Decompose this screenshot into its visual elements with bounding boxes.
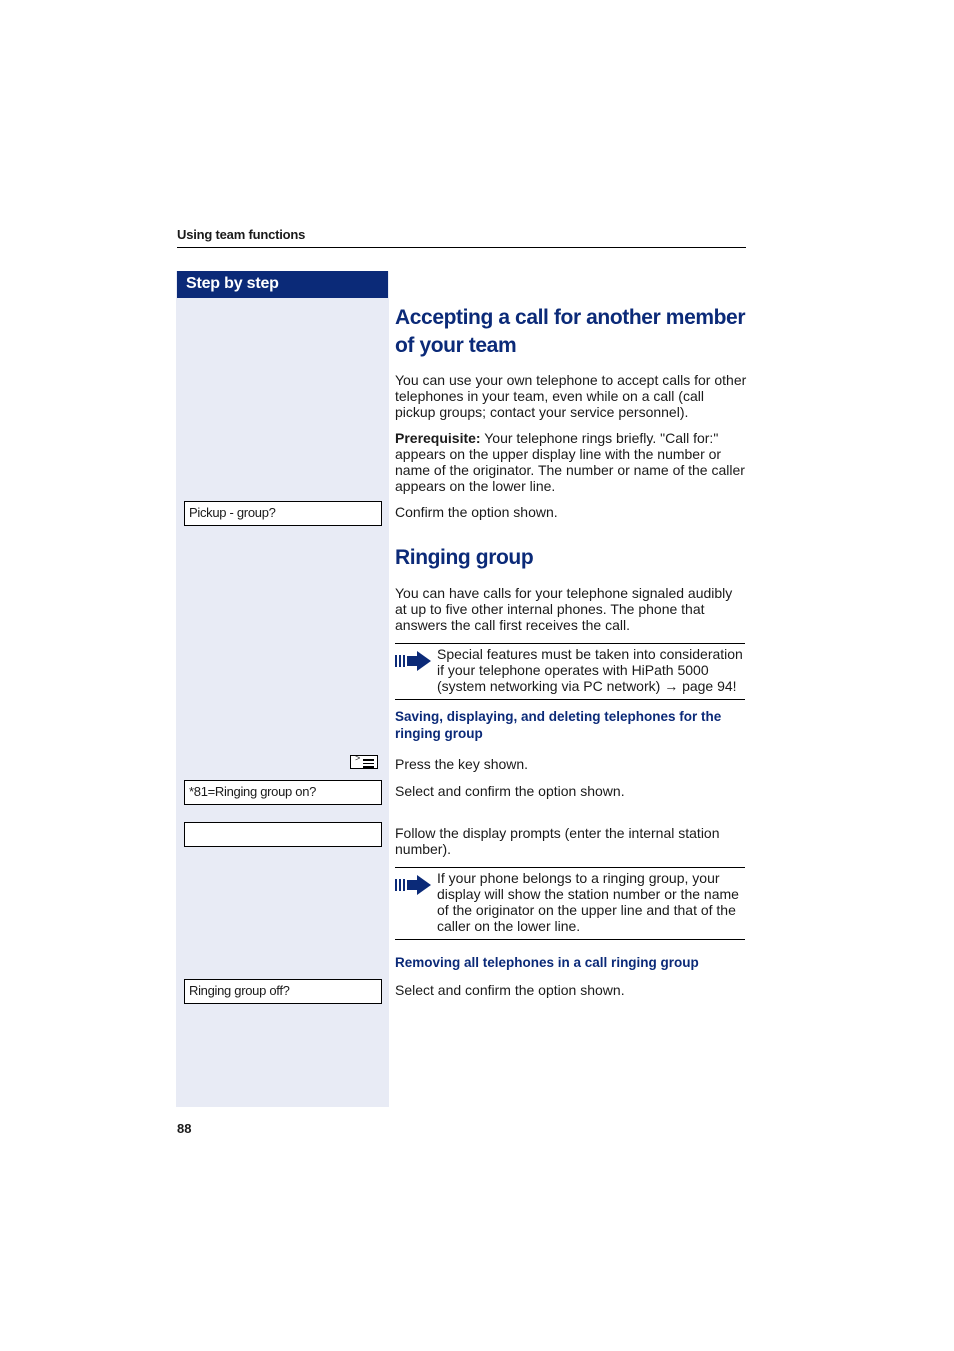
intro-paragraph: You can use your own telephone to accept calls for other telephones in your team, even while on a call (call pickup groups; contact your service personnel). bbox=[395, 372, 747, 420]
press-key-text: Press the key shown. bbox=[395, 756, 529, 772]
display-ringing-group-on: *81=Ringing group on? bbox=[184, 780, 382, 805]
note2-arrow-icon bbox=[395, 875, 431, 895]
step-by-step-label: Step by step bbox=[177, 271, 388, 298]
select-confirm-text-1: Select and confirm the option shown. bbox=[395, 783, 625, 799]
note2-rule-top bbox=[395, 867, 745, 868]
note2-rule-bottom bbox=[395, 939, 745, 940]
display-blank-prompt bbox=[184, 822, 382, 847]
program-service-key-icon: > bbox=[350, 755, 378, 769]
note-special-features-text: Special features must be taken into consideration if your telephone operates with HiPath 5000 (system networking via PC network) bbox=[437, 646, 743, 694]
note-special-features bbox=[437, 646, 747, 694]
prerequisite-text: Your telephone rings briefly. "Call for:" appears on the upper display line with the number or name of the originator. The number or name of the caller appears on the lower line. bbox=[395, 430, 745, 494]
prerequisite-label: Prerequisite: bbox=[395, 430, 481, 446]
display-ringing-group-off: Ringing group off? bbox=[184, 979, 382, 1004]
heading-ringing-group: Ringing group bbox=[395, 546, 534, 569]
prerequisite-paragraph bbox=[395, 430, 747, 494]
subheading-removing-telephones: Removing all telephones in a call ringing group bbox=[395, 955, 699, 970]
section-header: Using team functions bbox=[177, 227, 306, 242]
heading-accepting-call: Accepting a call for another member of your team bbox=[395, 306, 746, 357]
follow-prompts-text: Follow the display prompts (enter the internal station number). bbox=[395, 825, 720, 857]
header-rule bbox=[177, 247, 746, 248]
subheading-saving-telephones: Saving, displaying, and deleting telephones for the ringing group bbox=[395, 709, 722, 741]
display-pickup-group: Pickup - group? bbox=[184, 501, 382, 526]
page-number: 88 bbox=[177, 1121, 192, 1136]
note-arrow-icon bbox=[395, 651, 431, 671]
note-ringing-group-display: If your phone belongs to a ringing group, your display will show the station number or the name of the originator on the upper line and that of the caller on the lower line. bbox=[437, 870, 739, 934]
ringing-group-paragraph: You can have calls for your telephone signaled audibly at up to five other internal phones. The phone that answers the call first receives the call. bbox=[395, 585, 733, 633]
select-confirm-text-2: Select and confirm the option shown. bbox=[395, 982, 625, 998]
note-rule-top bbox=[395, 643, 745, 644]
confirm-option-text: Confirm the option shown. bbox=[395, 504, 558, 520]
page-reference-arrow-icon: → bbox=[664, 678, 679, 694]
note-rule-bottom bbox=[395, 699, 745, 700]
page-reference-link[interactable]: page 94! bbox=[678, 678, 737, 694]
